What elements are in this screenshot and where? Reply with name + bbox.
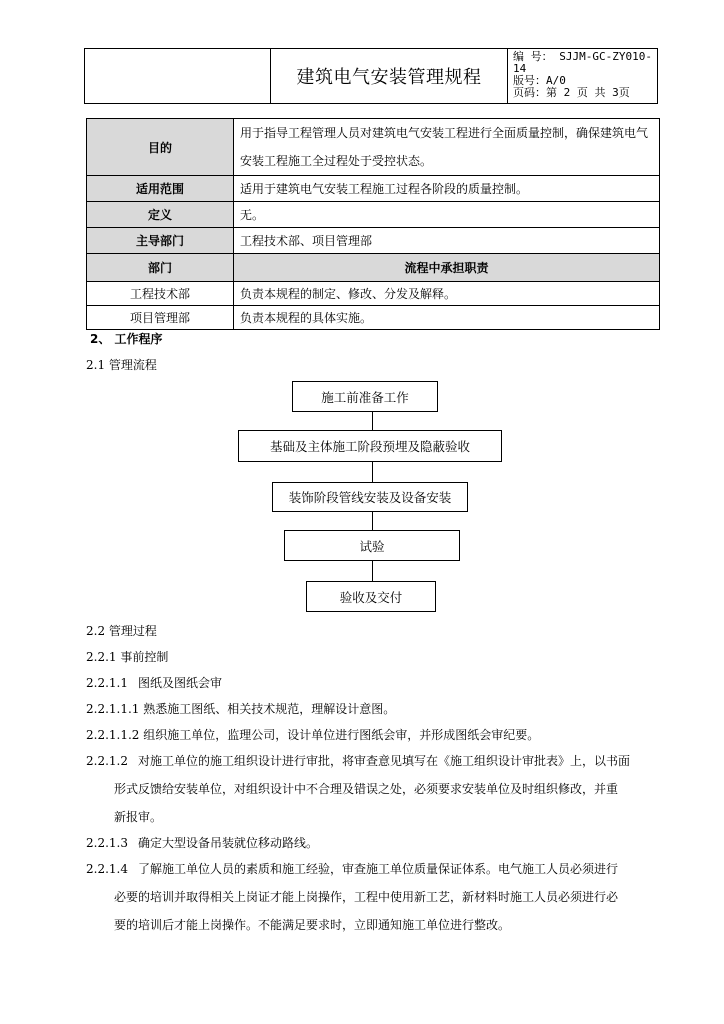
- dept-header: 部门: [87, 254, 234, 282]
- clause-text: 形式反馈给安装单位，对组织设计中不合理及错误之处，必须要求安装单位及时组织修改，并重: [114, 782, 619, 796]
- section-heading: 2、 工作程序: [90, 332, 163, 346]
- clause-number: 2.2.1.4: [86, 862, 128, 876]
- flow-step: 基础及主体施工阶段预埋及隐蔽验收: [238, 430, 502, 462]
- clause-number: 2.2.1.2: [86, 754, 128, 768]
- flow-connector: [372, 512, 373, 530]
- clause-text: 对施工单位的施工组织设计进行审批，将审查意见填写在《施工组织设计审批表》上，以书面: [138, 754, 631, 768]
- table-row: [87, 202, 660, 228]
- definition-value: 无。: [234, 202, 660, 228]
- header-divider: [507, 49, 508, 103]
- scope-value: 适用于建筑电气安装工程施工过程各阶段的质量控制。: [234, 176, 660, 202]
- flow-step: 验收及交付: [306, 581, 436, 612]
- document-page: 页码：第 2 页 共 3页: [513, 86, 630, 99]
- subsection-heading: 2.2.1 事前控制: [86, 650, 169, 664]
- clause-text: 确定大型设备吊装就位移动路线。: [138, 836, 319, 850]
- document-meta: [513, 51, 657, 99]
- clause: 2.2.1.1.2 组织施工单位，监理公司，设计单位进行图纸会审，并形成图纸会审纪要。: [86, 728, 540, 742]
- document-header: [84, 48, 658, 104]
- duty-cell: 负责本规程的制定、修改、分发及解释。: [234, 282, 660, 306]
- clause: [86, 860, 618, 877]
- subsection-heading: 2.1 管理流程: [86, 358, 157, 372]
- dept-cell: 项目管理部: [87, 306, 234, 330]
- flow-step: 试验: [284, 530, 460, 561]
- duty-header: 流程中承担职责: [234, 254, 660, 282]
- table-row: [87, 282, 660, 306]
- document-code-cont: 14: [513, 62, 527, 75]
- flow-connector: [372, 561, 373, 581]
- table-row: [87, 254, 660, 282]
- clause-text: 了解施工单位人员的素质和施工经验，审查施工单位质量保证体系。电气施工人员必须进行: [138, 862, 619, 876]
- definition-label: 定义: [87, 202, 234, 228]
- table-row: [87, 176, 660, 202]
- flow-connector: [372, 412, 373, 430]
- subsection-heading: 2.2 管理过程: [86, 624, 157, 638]
- info-table: [86, 118, 660, 330]
- clause-text: 新报审。: [114, 810, 163, 824]
- document-title: 建筑电气安装管理规程: [296, 67, 482, 88]
- table-row: [87, 306, 660, 330]
- clause-text: 图纸及图纸会审: [138, 676, 223, 690]
- purpose-value: 用于指导工程管理人员对建筑电气安装工程进行全面质量控制，确保建筑电气安装工程施工全过程处于受控状态。: [234, 119, 660, 176]
- flow-step: 装饰阶段管线安装及设备安装: [272, 482, 468, 512]
- flow-connector: [372, 462, 373, 482]
- clause-text: 必要的培训并取得相关上岗证才能上岗操作，工程中使用新工艺，新材料时施工人员必须进行必: [114, 890, 619, 904]
- purpose-label: 目的: [87, 119, 234, 176]
- clause-number: 2.2.1.1: [86, 676, 128, 690]
- clause-text: 要的培训后才能上岗操作。不能满足要求时，立即通知施工单位进行整改。: [114, 918, 511, 932]
- table-row: [87, 119, 660, 176]
- flow-step: 施工前准备工作: [292, 381, 438, 412]
- duty-cell: 负责本规程的具体实施。: [234, 306, 660, 330]
- lead-dept-value: 工程技术部、项目管理部: [234, 228, 660, 254]
- clause: [86, 674, 222, 691]
- document-code: 编 号： SJJM-GC-ZY010-: [513, 50, 652, 63]
- clause: [86, 834, 318, 851]
- clause-number: 2.2.1.3: [86, 836, 128, 850]
- clause: 2.2.1.1.1 熟悉施工图纸、相关技术规范，理解设计意图。: [86, 702, 396, 716]
- table-row: [87, 228, 660, 254]
- scope-label: 适用范围: [87, 176, 234, 202]
- dept-cell: 工程技术部: [87, 282, 234, 306]
- lead-dept-label: 主导部门: [87, 228, 234, 254]
- document-version: 版号：A/0: [513, 74, 566, 87]
- clause: [86, 752, 630, 769]
